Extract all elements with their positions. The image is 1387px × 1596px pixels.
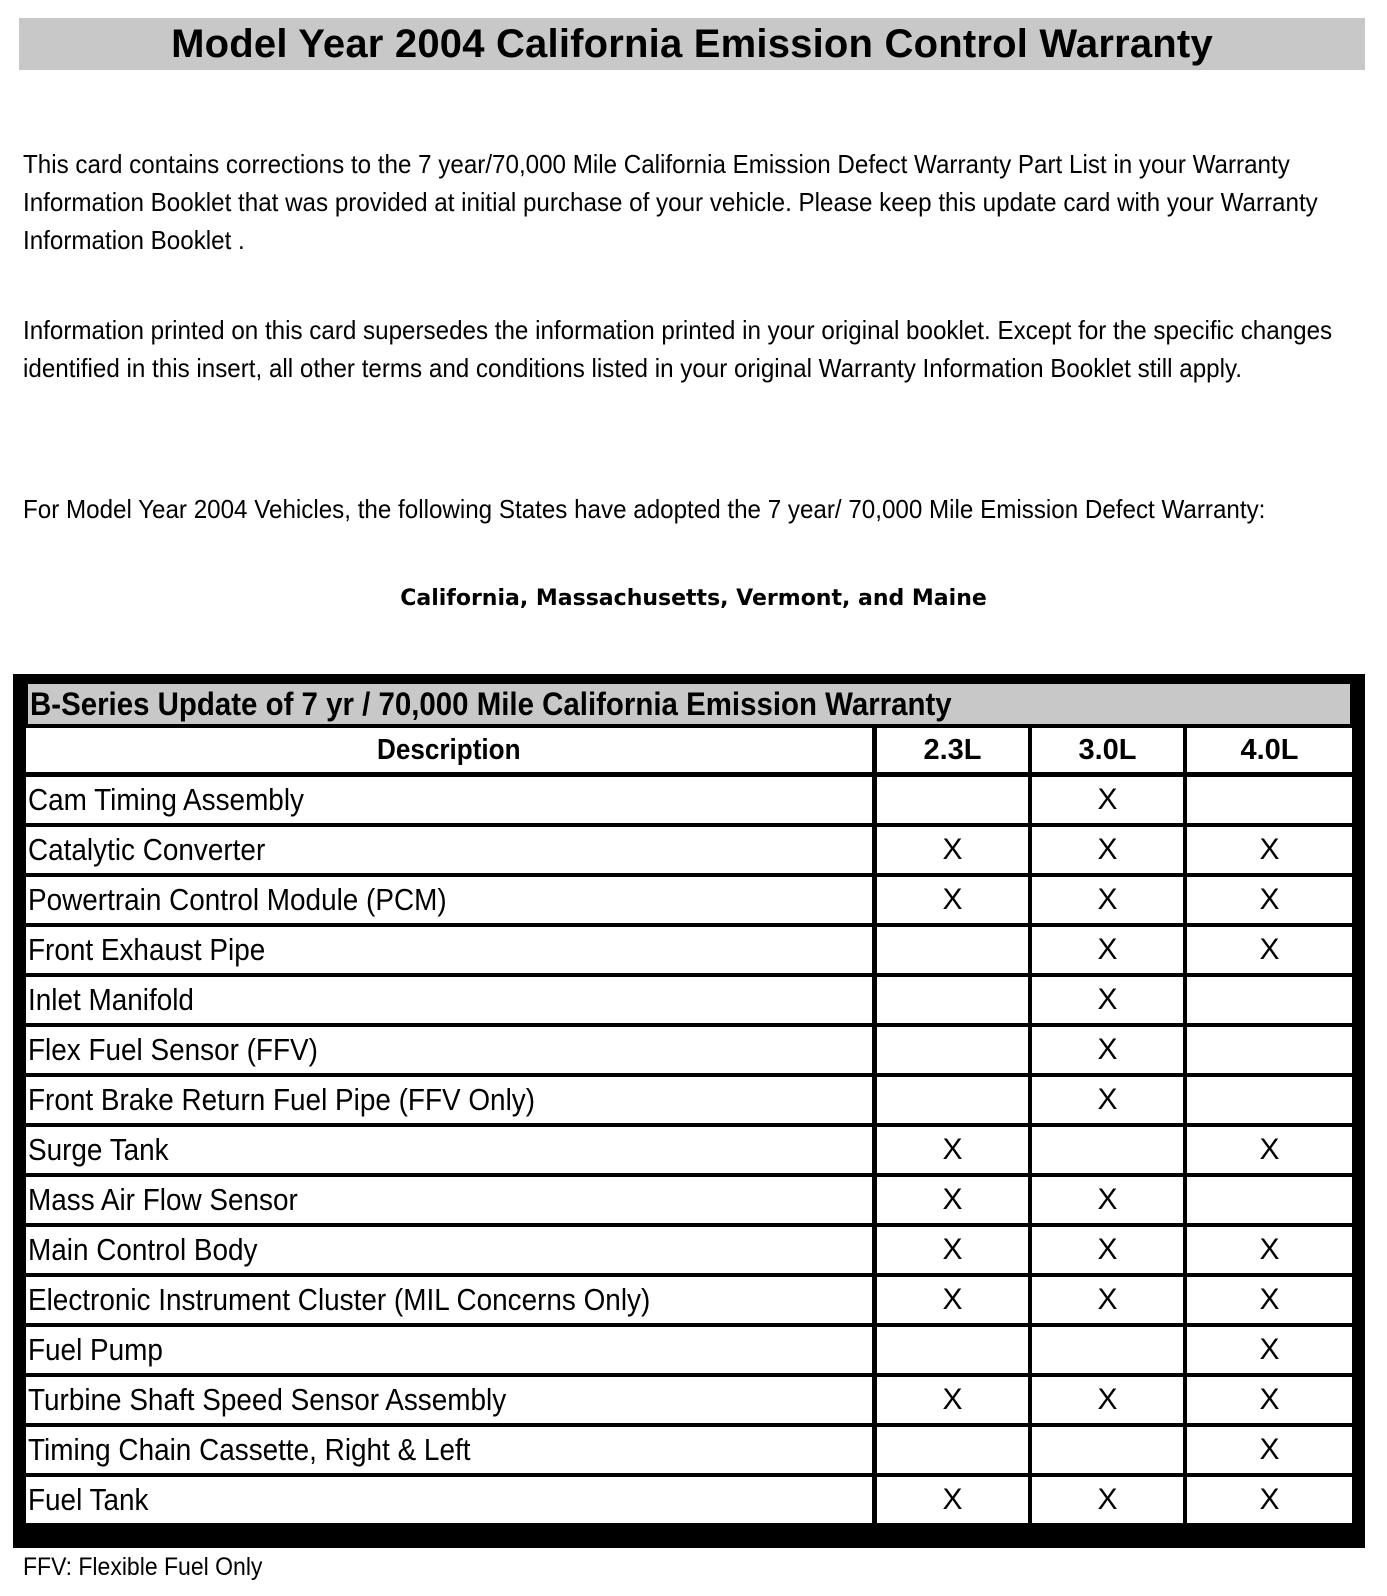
- table-row: [26, 877, 1352, 923]
- cell-4-0l: X: [1187, 877, 1352, 923]
- row-description: Electronic Instrument Cluster (MIL Concerns Only): [26, 1277, 872, 1323]
- cell-4-0l: X: [1187, 1327, 1352, 1373]
- row-description: Main Control Body: [26, 1227, 872, 1273]
- row-description: Turbine Shaft Speed Sensor Assembly: [26, 1377, 872, 1423]
- row-description: Timing Chain Cassette, Right & Left: [26, 1427, 872, 1473]
- cell-3-0l: X: [1032, 877, 1183, 923]
- cell-3-0l: X: [1032, 777, 1183, 823]
- states-list: California, Massachusetts, Vermont, and Maine: [400, 586, 987, 611]
- cell-2-3l: X: [877, 877, 1028, 923]
- table-row: [26, 1277, 1352, 1323]
- warranty-table: [13, 674, 1365, 1548]
- title-bar: [19, 18, 1365, 70]
- supersede-paragraph: Information printed on this card supersedes the information printed in your original booklet. Except for the specific changes identified in this insert, all other terms and conditions listed in your original Warranty Information Booklet still apply.: [23, 315, 1333, 383]
- cell-3-0l: X: [1032, 977, 1183, 1023]
- cell-2-3l: [877, 777, 1028, 823]
- row-description: Flex Fuel Sensor (FFV): [26, 1027, 872, 1073]
- cell-3-0l: X: [1032, 927, 1183, 973]
- cell-2-3l: X: [877, 1227, 1028, 1273]
- cell-2-3l: X: [877, 1177, 1028, 1223]
- header-4-0l: 4.0L: [1187, 728, 1352, 772]
- table-grid: [26, 728, 1352, 1527]
- table-row: [26, 977, 1352, 1023]
- cell-3-0l: [1032, 1327, 1183, 1373]
- cell-4-0l: X: [1187, 1477, 1352, 1523]
- intro-paragraph: This card contains corrections to the 7 year/70,000 Mile California Emission Defect Warranty Part List in your Warranty Information Booklet that was provided at initial purchase of your vehicle. Please keep this update card with your Warranty Information Booklet .: [23, 149, 1318, 255]
- cell-3-0l: X: [1032, 1177, 1183, 1223]
- row-description: Inlet Manifold: [26, 977, 872, 1023]
- cell-4-0l: X: [1187, 1377, 1352, 1423]
- cell-2-3l: X: [877, 1377, 1028, 1423]
- table-row: [26, 827, 1352, 873]
- cell-4-0l: X: [1187, 1227, 1352, 1273]
- table-row: [26, 927, 1352, 973]
- row-description: Surge Tank: [26, 1127, 872, 1173]
- table-header-row: [26, 728, 1352, 772]
- cell-4-0l: [1187, 977, 1352, 1023]
- row-description: Powertrain Control Module (PCM): [26, 877, 872, 923]
- row-description: Catalytic Converter: [26, 827, 872, 873]
- cell-4-0l: [1187, 777, 1352, 823]
- header-3-0l: 3.0L: [1032, 728, 1183, 772]
- table-row: [26, 1077, 1352, 1123]
- table-row: [26, 777, 1352, 823]
- cell-4-0l: X: [1187, 827, 1352, 873]
- table-row: [26, 1427, 1352, 1473]
- cell-4-0l: X: [1187, 927, 1352, 973]
- cell-3-0l: X: [1032, 1077, 1183, 1123]
- table-title: [26, 682, 1352, 726]
- cell-3-0l: X: [1032, 827, 1183, 873]
- footnote: FFV: Flexible Fuel Only: [23, 1553, 263, 1581]
- table-row: [26, 1327, 1352, 1373]
- page-title: Model Year 2004 California Emission Control Warranty: [171, 21, 1213, 66]
- cell-2-3l: [877, 1027, 1028, 1073]
- table-row: [26, 1377, 1352, 1423]
- cell-3-0l: X: [1032, 1227, 1183, 1273]
- row-description: Fuel Pump: [26, 1327, 872, 1373]
- cell-3-0l: [1032, 1427, 1183, 1473]
- cell-4-0l: X: [1187, 1127, 1352, 1173]
- cell-2-3l: [877, 927, 1028, 973]
- row-description: Fuel Tank: [26, 1477, 872, 1523]
- cell-3-0l: [1032, 1127, 1183, 1173]
- cell-2-3l: [877, 1077, 1028, 1123]
- cell-2-3l: [877, 1327, 1028, 1373]
- cell-2-3l: X: [877, 1477, 1028, 1523]
- cell-4-0l: [1187, 1177, 1352, 1223]
- states-intro-paragraph: For Model Year 2004 Vehicles, the following States have adopted the 7 year/ 70,000 Mile Emission Defect Warranty:: [23, 494, 1266, 524]
- header-description: Description: [26, 728, 872, 772]
- table-row: [26, 1027, 1352, 1073]
- cell-3-0l: X: [1032, 1477, 1183, 1523]
- table-row: [26, 1227, 1352, 1273]
- cell-3-0l: X: [1032, 1377, 1183, 1423]
- cell-4-0l: X: [1187, 1277, 1352, 1323]
- cell-3-0l: X: [1032, 1027, 1183, 1073]
- cell-3-0l: X: [1032, 1277, 1183, 1323]
- cell-2-3l: [877, 977, 1028, 1023]
- cell-2-3l: X: [877, 827, 1028, 873]
- cell-2-3l: [877, 1427, 1028, 1473]
- table-title-text: B-Series Update of 7 yr / 70,000 Mile California Emission Warranty: [30, 685, 952, 722]
- table-row: [26, 1127, 1352, 1173]
- cell-4-0l: [1187, 1077, 1352, 1123]
- row-description: Front Exhaust Pipe: [26, 927, 872, 973]
- row-description: Cam Timing Assembly: [26, 777, 872, 823]
- row-description: Front Brake Return Fuel Pipe (FFV Only): [26, 1077, 872, 1123]
- header-2-3l: 2.3L: [877, 728, 1028, 772]
- cell-2-3l: X: [877, 1127, 1028, 1173]
- table-row: [26, 1477, 1352, 1523]
- cell-4-0l: [1187, 1027, 1352, 1073]
- table-row: [26, 1177, 1352, 1223]
- cell-2-3l: X: [877, 1277, 1028, 1323]
- row-description: Mass Air Flow Sensor: [26, 1177, 872, 1223]
- cell-4-0l: X: [1187, 1427, 1352, 1473]
